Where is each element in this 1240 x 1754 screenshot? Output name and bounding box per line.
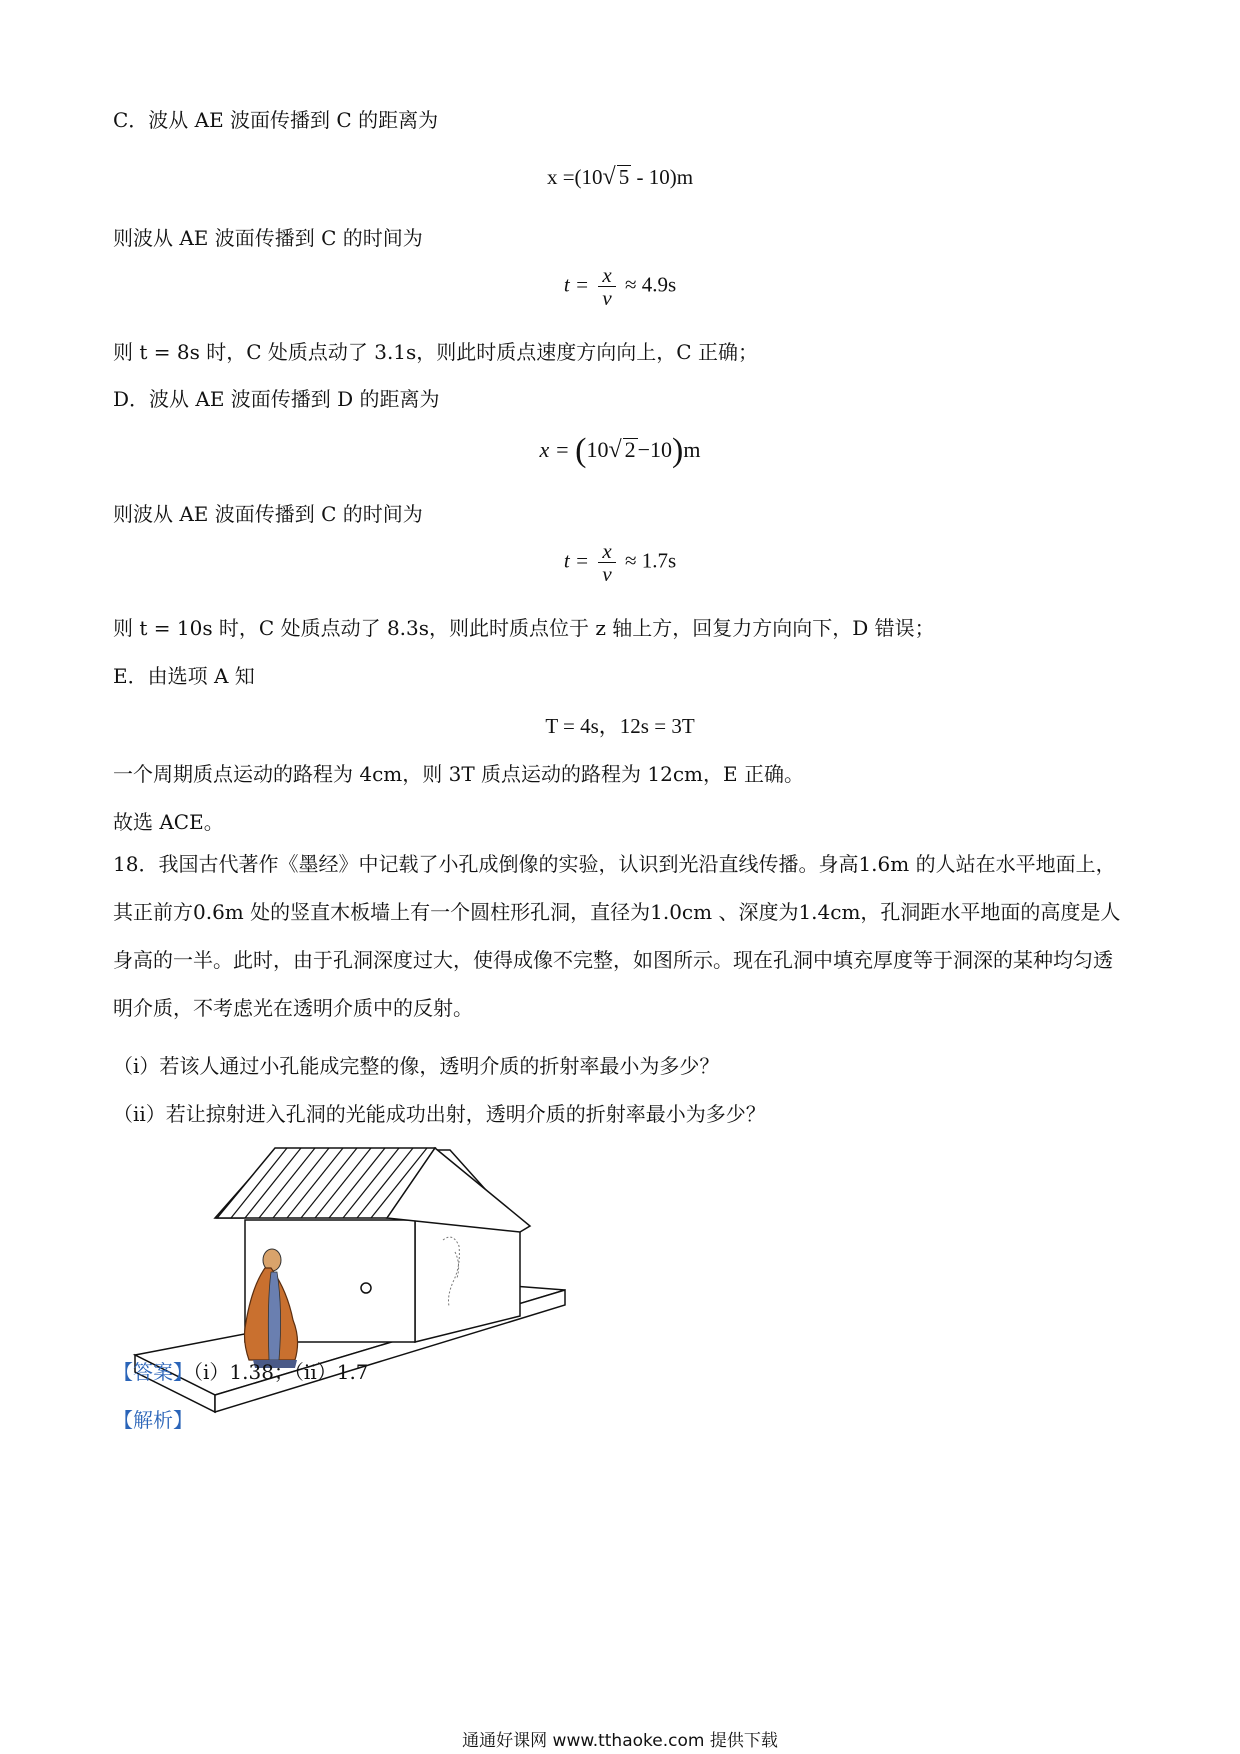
pinhole	[361, 1283, 371, 1293]
answer-label: 【答案】	[113, 1360, 193, 1384]
question-18-stem: 18．我国古代著作《墨经》中记载了小孔成倒像的实验，认识到光沿直线传播。身高1.6m 的人站在水平地面上，其正前方0.6m 处的竖直木板墙上有一个圆柱形孔洞，直径为1.0cm 、深度为1.4cm，孔洞距水平地面的高度是人身高的一半。此时，由于孔洞深度过大，使得成像不完整，如图所示。现在孔洞中填充厚度等于洞深的某种均匀透明介质，不考虑光在透明介质中的反射。	[113, 852, 1121, 1020]
eq-inner-a: 10	[586, 437, 609, 462]
option-d-conclusion: 则 t = 10s 时，C 处质点动了 8.3s，则此时质点位于 z 轴上方，回复力方向向下，D 错误；	[113, 616, 935, 640]
eq-rhs: ≈ 1.7s	[624, 548, 677, 573]
fraction-numerator: x	[598, 540, 615, 563]
option-c-distance-equation: x =(10√ 5 - 10)m	[546, 164, 694, 190]
option-d-time-text: 则波从 AE 波面传播到 C 的时间为	[113, 502, 423, 526]
answer-text: （i）1.38；（ii）1.7	[193, 1360, 369, 1384]
eq-unit: m	[683, 437, 701, 462]
pinhole-house-illustration	[125, 1140, 575, 1430]
option-c-time-text: 则波从 AE 波面传播到 C 的时间为	[113, 226, 423, 250]
question-18-part-i: （i）若该人通过小孔能成完整的像，透明介质的折射率最小为多少？	[113, 1054, 720, 1078]
option-d-distance-equation: x = (10√ 2−10)m	[539, 432, 701, 469]
option-e-equation: T = 4s，12s = 3T	[545, 714, 695, 738]
fraction-denominator: v	[602, 286, 612, 310]
eq-lhs: t =	[563, 548, 590, 573]
fraction-denominator: v	[602, 562, 612, 586]
eq-radicand: 5	[618, 165, 630, 189]
option-c-distance-text: C．波从 AE 波面传播到 C 的距离为	[113, 108, 439, 132]
eq-lhs: x =	[539, 437, 570, 462]
answer-line	[113, 1356, 369, 1385]
page-footer: 通通好课网 www.tthaoke.com 提供下载	[462, 1731, 778, 1751]
eq-inner-b: −10	[637, 437, 673, 462]
eq-lhs: t =	[563, 272, 590, 297]
eq-rhs: - 10)m	[631, 165, 694, 189]
eq-radicand: 2	[624, 437, 636, 462]
option-d-distance-text: D．波从 AE 波面传播到 D 的距离为	[113, 387, 440, 411]
eq-lhs: x =(10	[546, 165, 603, 189]
analysis-label: 【解析】	[113, 1408, 193, 1432]
option-e-text: E．由选项 A 知	[113, 664, 255, 688]
final-choice: 故选 ACE。	[113, 810, 224, 834]
fraction	[598, 540, 615, 585]
option-d-time-equation	[0, 540, 1240, 585]
fraction	[598, 264, 615, 309]
left-paren: (	[575, 432, 587, 469]
right-paren: )	[672, 432, 684, 469]
option-e-conclusion: 一个周期质点运动的路程为 4cm，则 3T 质点运动的路程为 12cm，E 正确。	[113, 762, 804, 786]
eq-rhs: ≈ 4.9s	[624, 272, 677, 297]
question-18-part-ii: （ii）若让掠射进入孔洞的光能成功出射，透明介质的折射率最小为多少？	[113, 1102, 766, 1126]
option-c-conclusion: 则 t = 8s 时，C 处质点动了 3.1s，则此时质点速度方向向上，C 正确；	[113, 340, 758, 364]
fraction-numerator: x	[598, 264, 615, 287]
option-c-time-equation	[0, 264, 1240, 309]
